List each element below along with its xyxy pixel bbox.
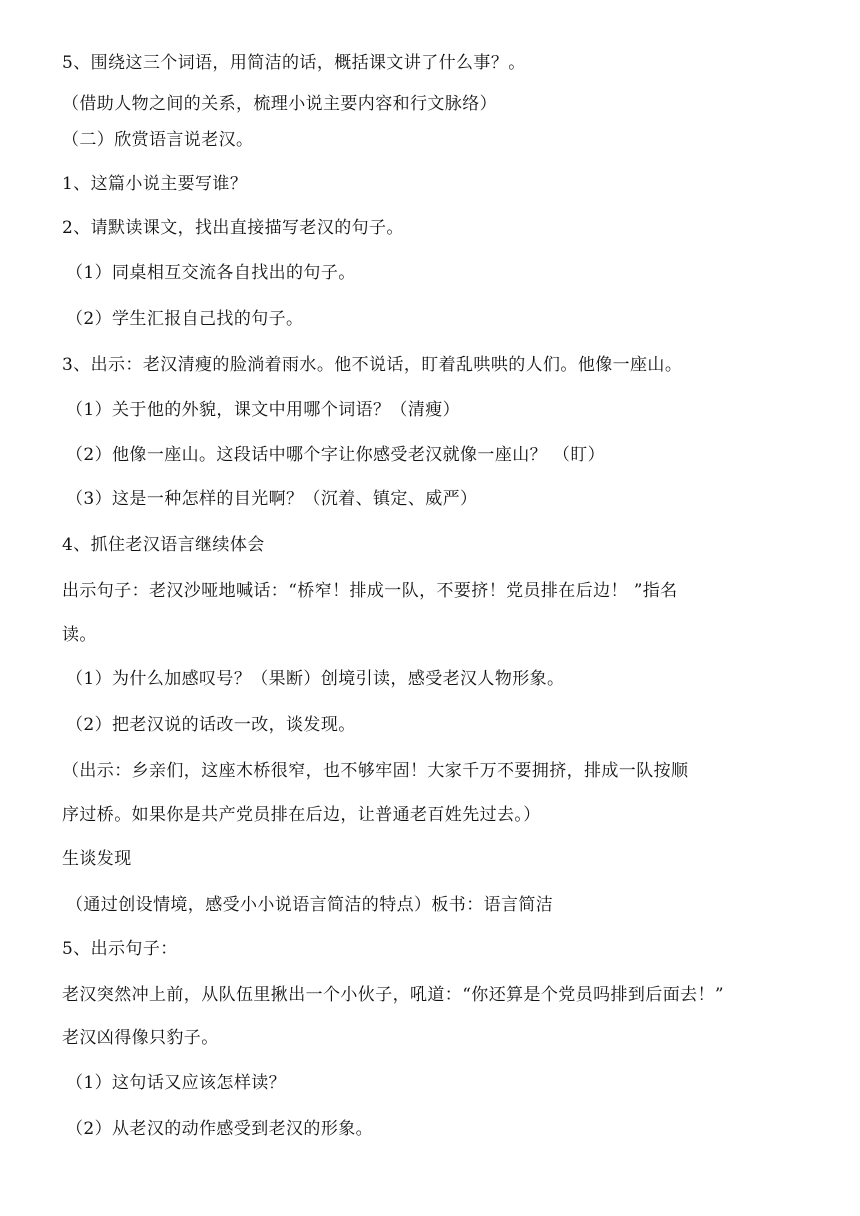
text-line: 4、抓住老汉语言继续体会 [62, 535, 265, 555]
text-line: 出示句子：老汉沙哑地喊话：“桥窄！排成一队，不要挤！党员排在后边！ ”指名 [62, 581, 678, 601]
text-line: （借助人物之间的关系，梳理小说主要内容和行文脉络） [62, 94, 497, 114]
text-line: （1）同桌相互交流各自找出的句子。 [66, 263, 356, 283]
text-line: 3、出示：老汉清瘦的脸淌着雨水。他不说话，盯着乱哄哄的人们。他像一座山。 [62, 355, 683, 375]
text-line: （2）从老汉的动作感受到老汉的形象。 [66, 1119, 374, 1139]
section-heading: （二）欣赏语言说老汉。 [62, 130, 254, 150]
text-line: （2）他像一座山。这段话中哪个字让你感受老汉就像一座山？ （盯） [66, 445, 606, 465]
text-line: 老汉突然冲上前，从队伍里揪出一个小伙子，吼道：“你还算是个党员吗排到后面去！” [62, 985, 724, 1005]
text-line: 5、围绕这三个词语，用简洁的话，概括课文讲了什么事？。 [62, 53, 526, 73]
text-line: 序过桥。如果你是共产党员排在后边，让普通老百姓先过去。） [62, 805, 541, 825]
text-line: （2）把老汉说的话改一改，谈发现。 [66, 715, 356, 735]
text-line: 读。 [62, 625, 97, 645]
text-line: （2）学生汇报自己找的句子。 [66, 309, 304, 329]
text-line: 生谈发现 [62, 849, 132, 869]
text-line: （1）关于他的外貌，课文中用哪个词语？（清瘦） [66, 400, 461, 420]
text-line: （1）为什么加感叹号？（果断）创境引读，感受老汉人物形象。 [66, 669, 565, 689]
text-line: （3）这是一种怎样的目光啊？（沉着、镇定、威严） [66, 489, 478, 509]
text-line: （通过创设情境，感受小小说语言简洁的特点）板书：语言简洁 [66, 895, 554, 915]
text-line: 1、这篇小说主要写谁？ [62, 174, 248, 194]
text-line: 老汉凶得像只豹子。 [62, 1028, 219, 1048]
text-line: （出示：乡亲们，这座木桥很窄，也不够牢固！大家千万不要拥挤，排成一队按顺 [62, 761, 689, 781]
text-line: 5、出示句子： [62, 939, 178, 959]
text-line: 2、请默读课文，找出直接描写老汉的句子。 [62, 218, 404, 238]
text-line: （1）这句话又应该怎样读？ [66, 1073, 287, 1093]
